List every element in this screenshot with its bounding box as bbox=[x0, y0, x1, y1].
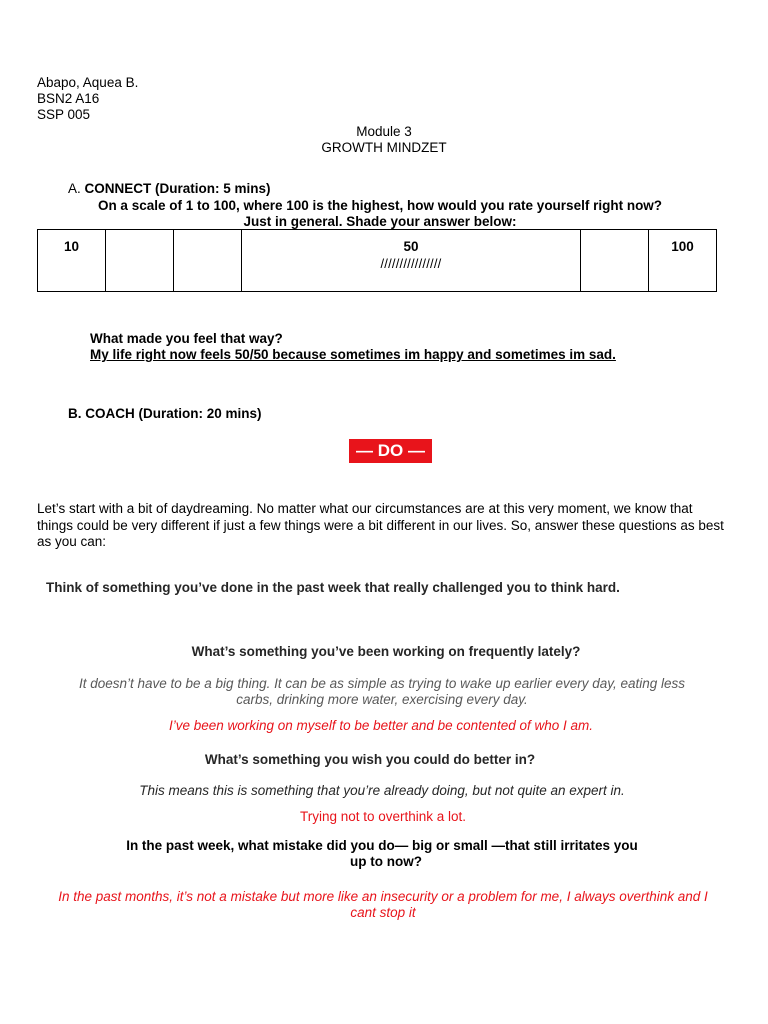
q1-question: What’s something you’ve been working on frequently lately? bbox=[191, 644, 581, 659]
q2-answer: Trying not to overthink a lot. bbox=[299, 809, 467, 824]
q1-answer: I’ve been working on myself to be better and be contented of who I am. bbox=[168, 718, 593, 733]
rating-shade-mark: //////////////// bbox=[380, 256, 442, 271]
rating-scale-table bbox=[37, 229, 717, 292]
rating-question-line1: On a scale of 1 to 100, where 100 is the highest, how would you rate yourself right now? bbox=[97, 198, 663, 213]
why-answer: My life right now feels 50/50 because sometimes im happy and sometimes im sad. bbox=[90, 347, 616, 362]
rating-cell-3[interactable] bbox=[174, 230, 242, 292]
q3-answer-line2: cant stop it bbox=[350, 905, 416, 920]
q2-question: What’s something you wish you could do better in? bbox=[204, 752, 536, 767]
rating-label-50: 50 bbox=[403, 239, 419, 254]
course-code: SSP 005 bbox=[37, 107, 91, 122]
q3-answer-line1: In the past months, it’s not a mistake but more like an insecurity or a problem for me, I always overthink and I bbox=[58, 889, 708, 904]
rating-cell-10[interactable] bbox=[38, 230, 106, 292]
rating-cell-100[interactable] bbox=[649, 230, 717, 292]
rating-question-line2: Just in general. Shade your answer below: bbox=[243, 214, 517, 229]
do-banner: — DO — bbox=[349, 439, 432, 463]
coach-heading: B. COACH (Duration: 20 mins) bbox=[68, 406, 262, 421]
q3-question-line1: In the past week, what mistake did you do— big or small —that still irritates you bbox=[126, 838, 638, 853]
rating-label-10: 10 bbox=[63, 239, 80, 254]
topic-title: GROWTH MINDZET bbox=[321, 140, 447, 155]
connect-heading bbox=[68, 181, 271, 197]
q2-hint: This means this is something that you’re already doing, but not quite an expert in. bbox=[139, 783, 625, 798]
q3-question-line2: up to now? bbox=[350, 854, 422, 869]
module-title: Module 3 bbox=[356, 124, 412, 139]
intro-paragraph: Let’s start with a bit of daydreaming. No matter what our circumstances are at this very moment, we know that things could be very different if just a few things were a bit different in our lives. So, answer these questions as best as you can: bbox=[37, 501, 724, 549]
rating-cell-50[interactable] bbox=[242, 230, 581, 292]
student-section: BSN2 A16 bbox=[37, 91, 100, 106]
q1-hint-line1: It doesn’t have to be a big thing. It can be as simple as trying to wake up earlier every day, eating less bbox=[78, 676, 686, 691]
q1-hint-line2: carbs, drinking more water, exercising every day. bbox=[236, 692, 528, 707]
rating-cell-5[interactable] bbox=[581, 230, 649, 292]
connect-heading-text: CONNECT (Duration: 5 mins) bbox=[84, 181, 271, 196]
rating-cell-2[interactable] bbox=[106, 230, 174, 292]
rating-label-100: 100 bbox=[671, 239, 694, 254]
connect-letter: A. bbox=[68, 181, 81, 196]
why-question: What made you feel that way? bbox=[90, 331, 283, 346]
student-name: Abapo, Aquea B. bbox=[37, 75, 139, 90]
challenge-prompt: Think of something you’ve done in the past week that really challenged you to think hard. bbox=[46, 580, 620, 595]
